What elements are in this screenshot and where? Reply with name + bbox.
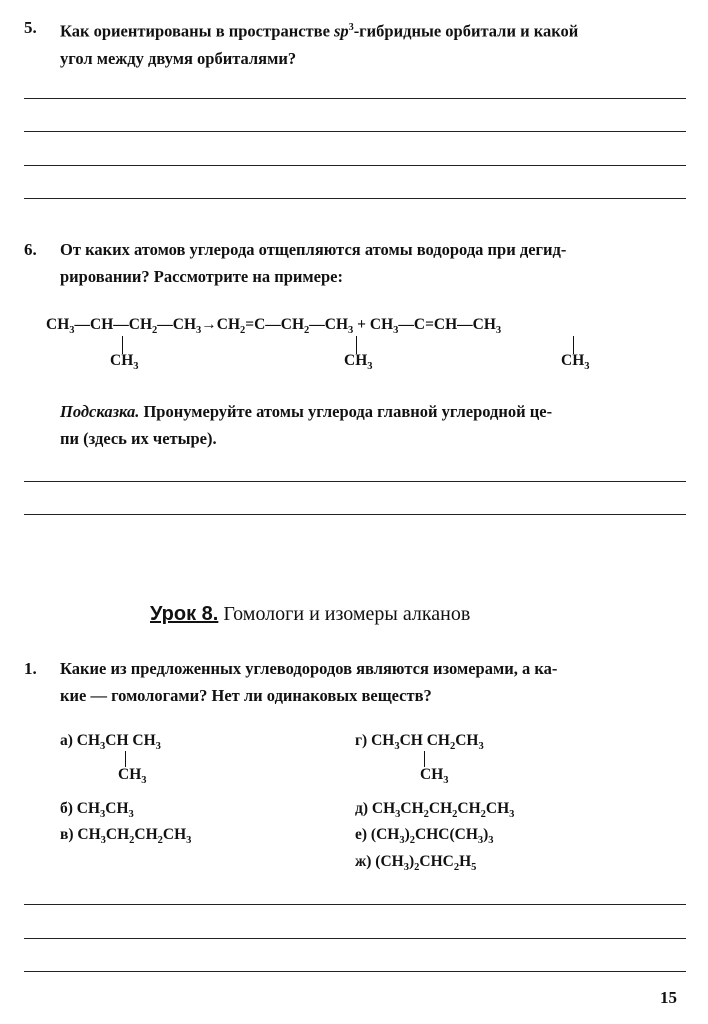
option-zh: ж) $(CH_3)_2CHC_2H_5$ — [355, 853, 477, 873]
q5-number: 5. — [24, 18, 37, 37]
lesson-label: Урок 8. — [150, 603, 219, 625]
page-number: 15 — [660, 988, 677, 1007]
option-e: е) $(CH_3)_2CHC(CH_3)_3$ — [355, 826, 494, 846]
q6-line2: рировании? Рассмотрите на примере: — [60, 267, 343, 286]
option-a: а) $CH_3CH$ $CH_3$ — [60, 732, 161, 752]
option-g: г) $CH_3CH$ $CH_2CH_3$ — [355, 732, 484, 752]
answer-line[interactable] — [24, 198, 686, 199]
q6-text — [60, 236, 690, 290]
q6-hint-line2: пи (здесь их четыре). — [60, 429, 217, 448]
q5-line1: Как ориентированы в пространстве $sp^3$-гибридные орбитали и какой — [60, 21, 579, 41]
answer-line[interactable] — [24, 131, 686, 132]
q6-number: 6. — [24, 240, 37, 259]
answer-line[interactable] — [24, 938, 686, 939]
q5-text — [60, 14, 690, 72]
lesson-heading — [150, 603, 470, 626]
l1-number: 1. — [24, 659, 37, 678]
option-v: в) $CH_3CH_2CH_2CH_3$ — [60, 826, 192, 846]
answer-line[interactable] — [24, 514, 686, 515]
branch-bond — [424, 751, 425, 767]
answer-line[interactable] — [24, 481, 686, 482]
q5-line2: угол между двумя орбиталями? — [60, 48, 297, 68]
answer-line[interactable] — [24, 971, 686, 972]
branch-bond — [125, 751, 126, 767]
l1-line1: Какие из предложенных углеводородов являются изомерами, а ка- — [60, 659, 558, 678]
reaction-arrow: → — [201, 316, 217, 333]
q6-line1: От каких атомов углерода отщепляются атомы водорода при дегид- — [60, 240, 567, 259]
reaction-branch-1: $CH_3$ — [110, 352, 139, 372]
lesson-title: Гомологи и изомеры алканов — [218, 603, 471, 625]
option-b: б) $CH_3CH_3$ — [60, 800, 134, 820]
reaction-branch-3: $CH_3$ — [561, 352, 590, 372]
answer-line[interactable] — [24, 98, 686, 99]
q6-hint-line1: Подсказка. Пронумеруйте атомы углерода главной углеродной це- — [60, 402, 553, 421]
q6-hint — [60, 398, 690, 452]
l1-line2: кие — гомологами? Нет ли одинаковых веществ? — [60, 686, 432, 705]
answer-line[interactable] — [24, 165, 686, 166]
answer-line[interactable] — [24, 904, 686, 905]
l1-text — [60, 655, 690, 709]
reaction-branch-2: $CH_3$ — [344, 352, 373, 372]
option-g-branch: $CH_3$ — [420, 766, 449, 786]
option-a-branch: $CH_3$ — [118, 766, 147, 786]
reaction-equation: $CH_3—CH—CH_2—CH_3\to CH_2=C—CH_2—CH_3$ + $CH_3—C=CH—CH_3$ — [46, 316, 502, 336]
option-d: д) $CH_3CH_2CH_2CH_2CH_3$ — [355, 800, 515, 820]
